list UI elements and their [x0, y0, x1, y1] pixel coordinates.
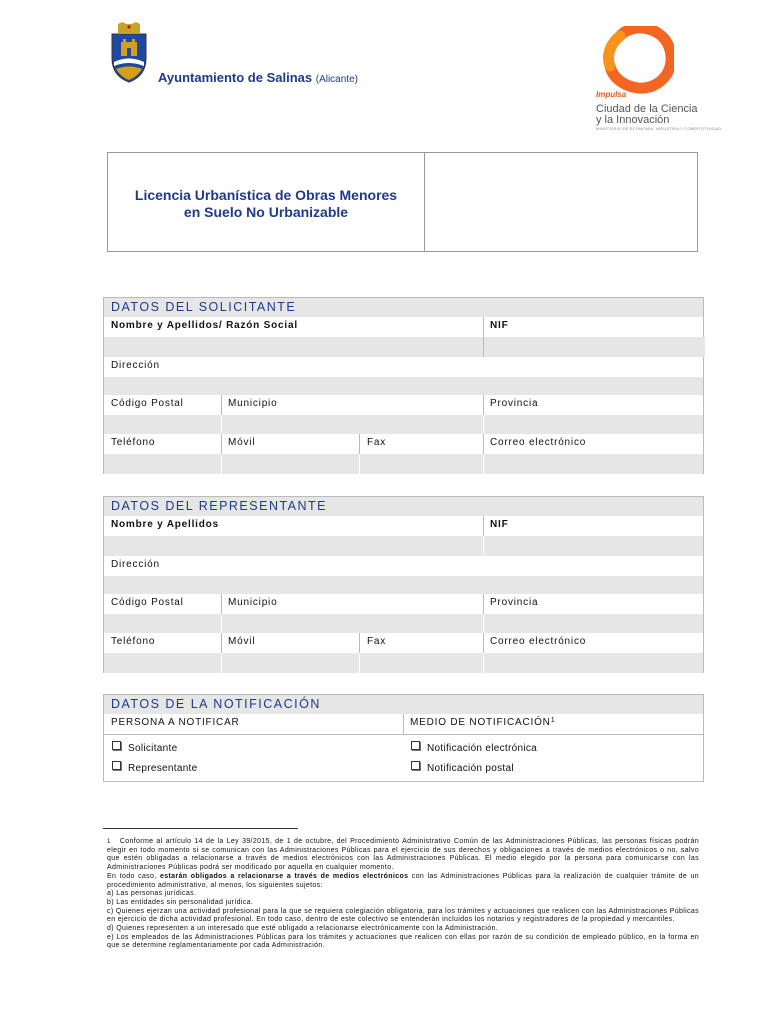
footnote-paragraph-1	[107, 838, 699, 873]
representante-provincia-label: Provincia	[490, 597, 539, 608]
partner-label: Impulsa	[596, 90, 627, 99]
partner-line-2: y la Innovación	[596, 114, 670, 126]
representante-phone-label: Teléfono	[111, 636, 156, 647]
representante-name-label: Nombre y Apellidos	[111, 519, 219, 530]
representante-address-label: Dirección	[111, 559, 160, 570]
representante-address-label-row	[104, 556, 703, 576]
footnote-rule	[103, 828, 298, 829]
footnote-p2-post: con las Administraciones Públicas para la realización de cualquier trámite de un procedimiento administrativo, al menos, los siguientes sujetos:	[107, 872, 700, 889]
representante-address-field[interactable]	[104, 576, 703, 594]
representante-email-field[interactable]	[484, 653, 705, 673]
solicitante-phone-field[interactable]	[104, 454, 220, 474]
representante-email-label: Correo electrónico	[490, 636, 587, 647]
council-crest-icon	[104, 22, 154, 84]
solicitante-address-field[interactable]	[104, 377, 703, 395]
footnote	[107, 838, 699, 951]
representante-mobile-field[interactable]	[222, 653, 358, 673]
solicitante-location-input-row	[104, 415, 703, 434]
solicitante-contact-input-row	[104, 454, 703, 474]
representante-provincia-field[interactable]	[484, 614, 705, 633]
solicitante-email-label: Correo electrónico	[490, 437, 587, 448]
partner-tagline: MINISTERIO DE ECONOMÍA, INDUSTRIA Y COMPETITIVIDAD	[596, 126, 722, 131]
notificacion-electronica-checkbox[interactable]	[411, 741, 420, 750]
solicitante-name-field[interactable]	[104, 337, 482, 357]
notificacion-postal-label: Notificación postal	[427, 763, 514, 774]
representante-fax-label: Fax	[367, 636, 387, 647]
footnote-item-c: c) Quienes ejerzan una actividad profesional para la que se requiera colegiación obligatoria, para los trámites y actuaciones que realicen con las Administraciones Públicas en ejercicio de dicha actividad profesional. En todo caso, dentro de este colectivo se entenderán incluidos los notarios y registradores de la propiedad y mercantiles.	[107, 907, 699, 924]
council-name	[158, 70, 358, 85]
solicitante-fax-label: Fax	[367, 437, 387, 448]
solicitante-address-label-row	[104, 357, 703, 377]
footnote-item-e: e) Los empleados de las Administraciones Públicas para los trámites y actuaciones que realicen con ellas por razón de su condición de empleado público, en la forma en que se determine reglamentariamente por cada Administración.	[107, 933, 699, 950]
persona-notificar-label: PERSONA A NOTIFICAR	[111, 717, 240, 728]
representante-name-label-row	[104, 516, 703, 536]
representante-name-field[interactable]	[104, 536, 482, 556]
title-box	[107, 152, 698, 252]
notificacion-section	[103, 694, 704, 782]
footnote-item-b: b) Las entidades sin personalidad jurídica.	[107, 898, 254, 906]
footnote-item-d: d) Quienes representen a un interesado que esté obligado a relacionarse electrónicamente con la Administración.	[107, 925, 499, 933]
representante-name-input-row	[104, 536, 703, 556]
representante-postal-label: Código Postal	[111, 597, 184, 608]
solicitante-provincia-field[interactable]	[484, 415, 705, 434]
representante-nif-field[interactable]	[484, 536, 705, 556]
representante-section	[103, 496, 704, 673]
footnote-ref: 1	[550, 717, 556, 724]
medio-notificacion-label	[410, 717, 555, 728]
solicitante-name-input-row	[104, 337, 703, 357]
footnote-paragraph-2	[107, 873, 699, 890]
council-region: (Alicante)	[315, 74, 358, 85]
solicitante-nif-field[interactable]	[484, 337, 705, 357]
solicitante-header	[104, 298, 703, 317]
representante-heading: DATOS DEL REPRESENTANTE	[111, 499, 328, 513]
notificacion-electronica-label: Notificación electrónica	[427, 743, 538, 754]
title-line-1: Licencia Urbanística de Obras Menores	[134, 187, 398, 203]
representante-nif-label: NIF	[490, 519, 509, 530]
representante-postal-field[interactable]	[104, 614, 220, 633]
solicitante-heading: DATOS DEL SOLICITANTE	[111, 300, 297, 314]
solicitante-contact-label-row	[104, 434, 703, 454]
representante-mobile-label: Móvil	[228, 636, 256, 647]
notificacion-postal-checkbox[interactable]	[411, 761, 420, 770]
footnote-item-a: a) Las personas jurídicas.	[107, 890, 197, 898]
representante-municipio-label: Municipio	[228, 597, 278, 608]
notificacion-heading: DATOS DE LA NOTIFICACIÓN	[111, 697, 321, 711]
solicitante-phone-label: Teléfono	[111, 437, 156, 448]
partner-line-1: Ciudad de la Ciencia	[596, 103, 698, 115]
representante-contact-input-row	[104, 653, 703, 673]
representante-fax-field[interactable]	[360, 653, 482, 673]
solicitante-name-label-row	[104, 317, 703, 337]
document-title	[108, 187, 424, 221]
solicitante-section	[103, 297, 704, 474]
solicitante-postal-field[interactable]	[104, 415, 220, 434]
representante-phone-field[interactable]	[104, 653, 220, 673]
solicitante-email-field[interactable]	[484, 454, 705, 474]
solicitante-provincia-label: Provincia	[490, 398, 539, 409]
representante-location-label-row	[104, 594, 703, 614]
solicitante-postal-label: Código Postal	[111, 398, 184, 409]
notificacion-header	[104, 695, 703, 714]
solicitante-municipio-label: Municipio	[228, 398, 278, 409]
council-name-text: Ayuntamiento de Salinas	[158, 70, 313, 85]
medio-notificacion-text: MEDIO DE NOTIFICACIÓN	[410, 717, 551, 728]
title-line-2: en Suelo No Urbanizable	[183, 204, 349, 220]
title-divider	[424, 153, 425, 251]
solicitante-municipio-field[interactable]	[222, 415, 482, 434]
solicitante-mobile-field[interactable]	[222, 454, 358, 474]
solicitante-checkbox[interactable]	[112, 741, 121, 750]
footnote-p1: Conforme al artículo 14 de la Ley 39/2015, de 1 de octubre, del Procedimiento Administrativo Común de las Administraciones Públicas, las personas físicas podrán elegir en todo momento si se comunican con las Administraciones Públicas para el ejercicio de sus derechos y obligaciones a través de medios electrónicos o no, salvo que estén obligadas a relacionarse a través de medios electrónicos con las Administraciones Públicas. El medio elegido por la persona para comunicarse con las Administraciones Públicas podrá ser modificado por aquella en cualquier momento.	[107, 838, 699, 872]
representante-location-input-row	[104, 614, 703, 633]
solicitante-mobile-label: Móvil	[228, 437, 256, 448]
representante-header	[104, 497, 703, 516]
solicitante-fax-field[interactable]	[360, 454, 482, 474]
footnote-mark: 1	[107, 839, 111, 845]
solicitante-name-label: Nombre y Apellidos/ Razón Social	[111, 320, 298, 331]
solicitante-option-label: Solicitante	[128, 743, 178, 754]
solicitante-address-label: Dirección	[111, 360, 160, 371]
representante-contact-label-row	[104, 633, 703, 653]
representante-checkbox[interactable]	[112, 761, 121, 770]
representante-option-label: Representante	[128, 763, 198, 774]
footnote-p2-bold: estarán obligados a relacionarse a través de medios electrónicos	[159, 872, 409, 880]
footnote-p2-pre: En todo caso,	[107, 872, 160, 880]
solicitante-nif-label: NIF	[490, 320, 509, 331]
solicitante-location-label-row	[104, 395, 703, 415]
representante-municipio-field[interactable]	[222, 614, 482, 633]
